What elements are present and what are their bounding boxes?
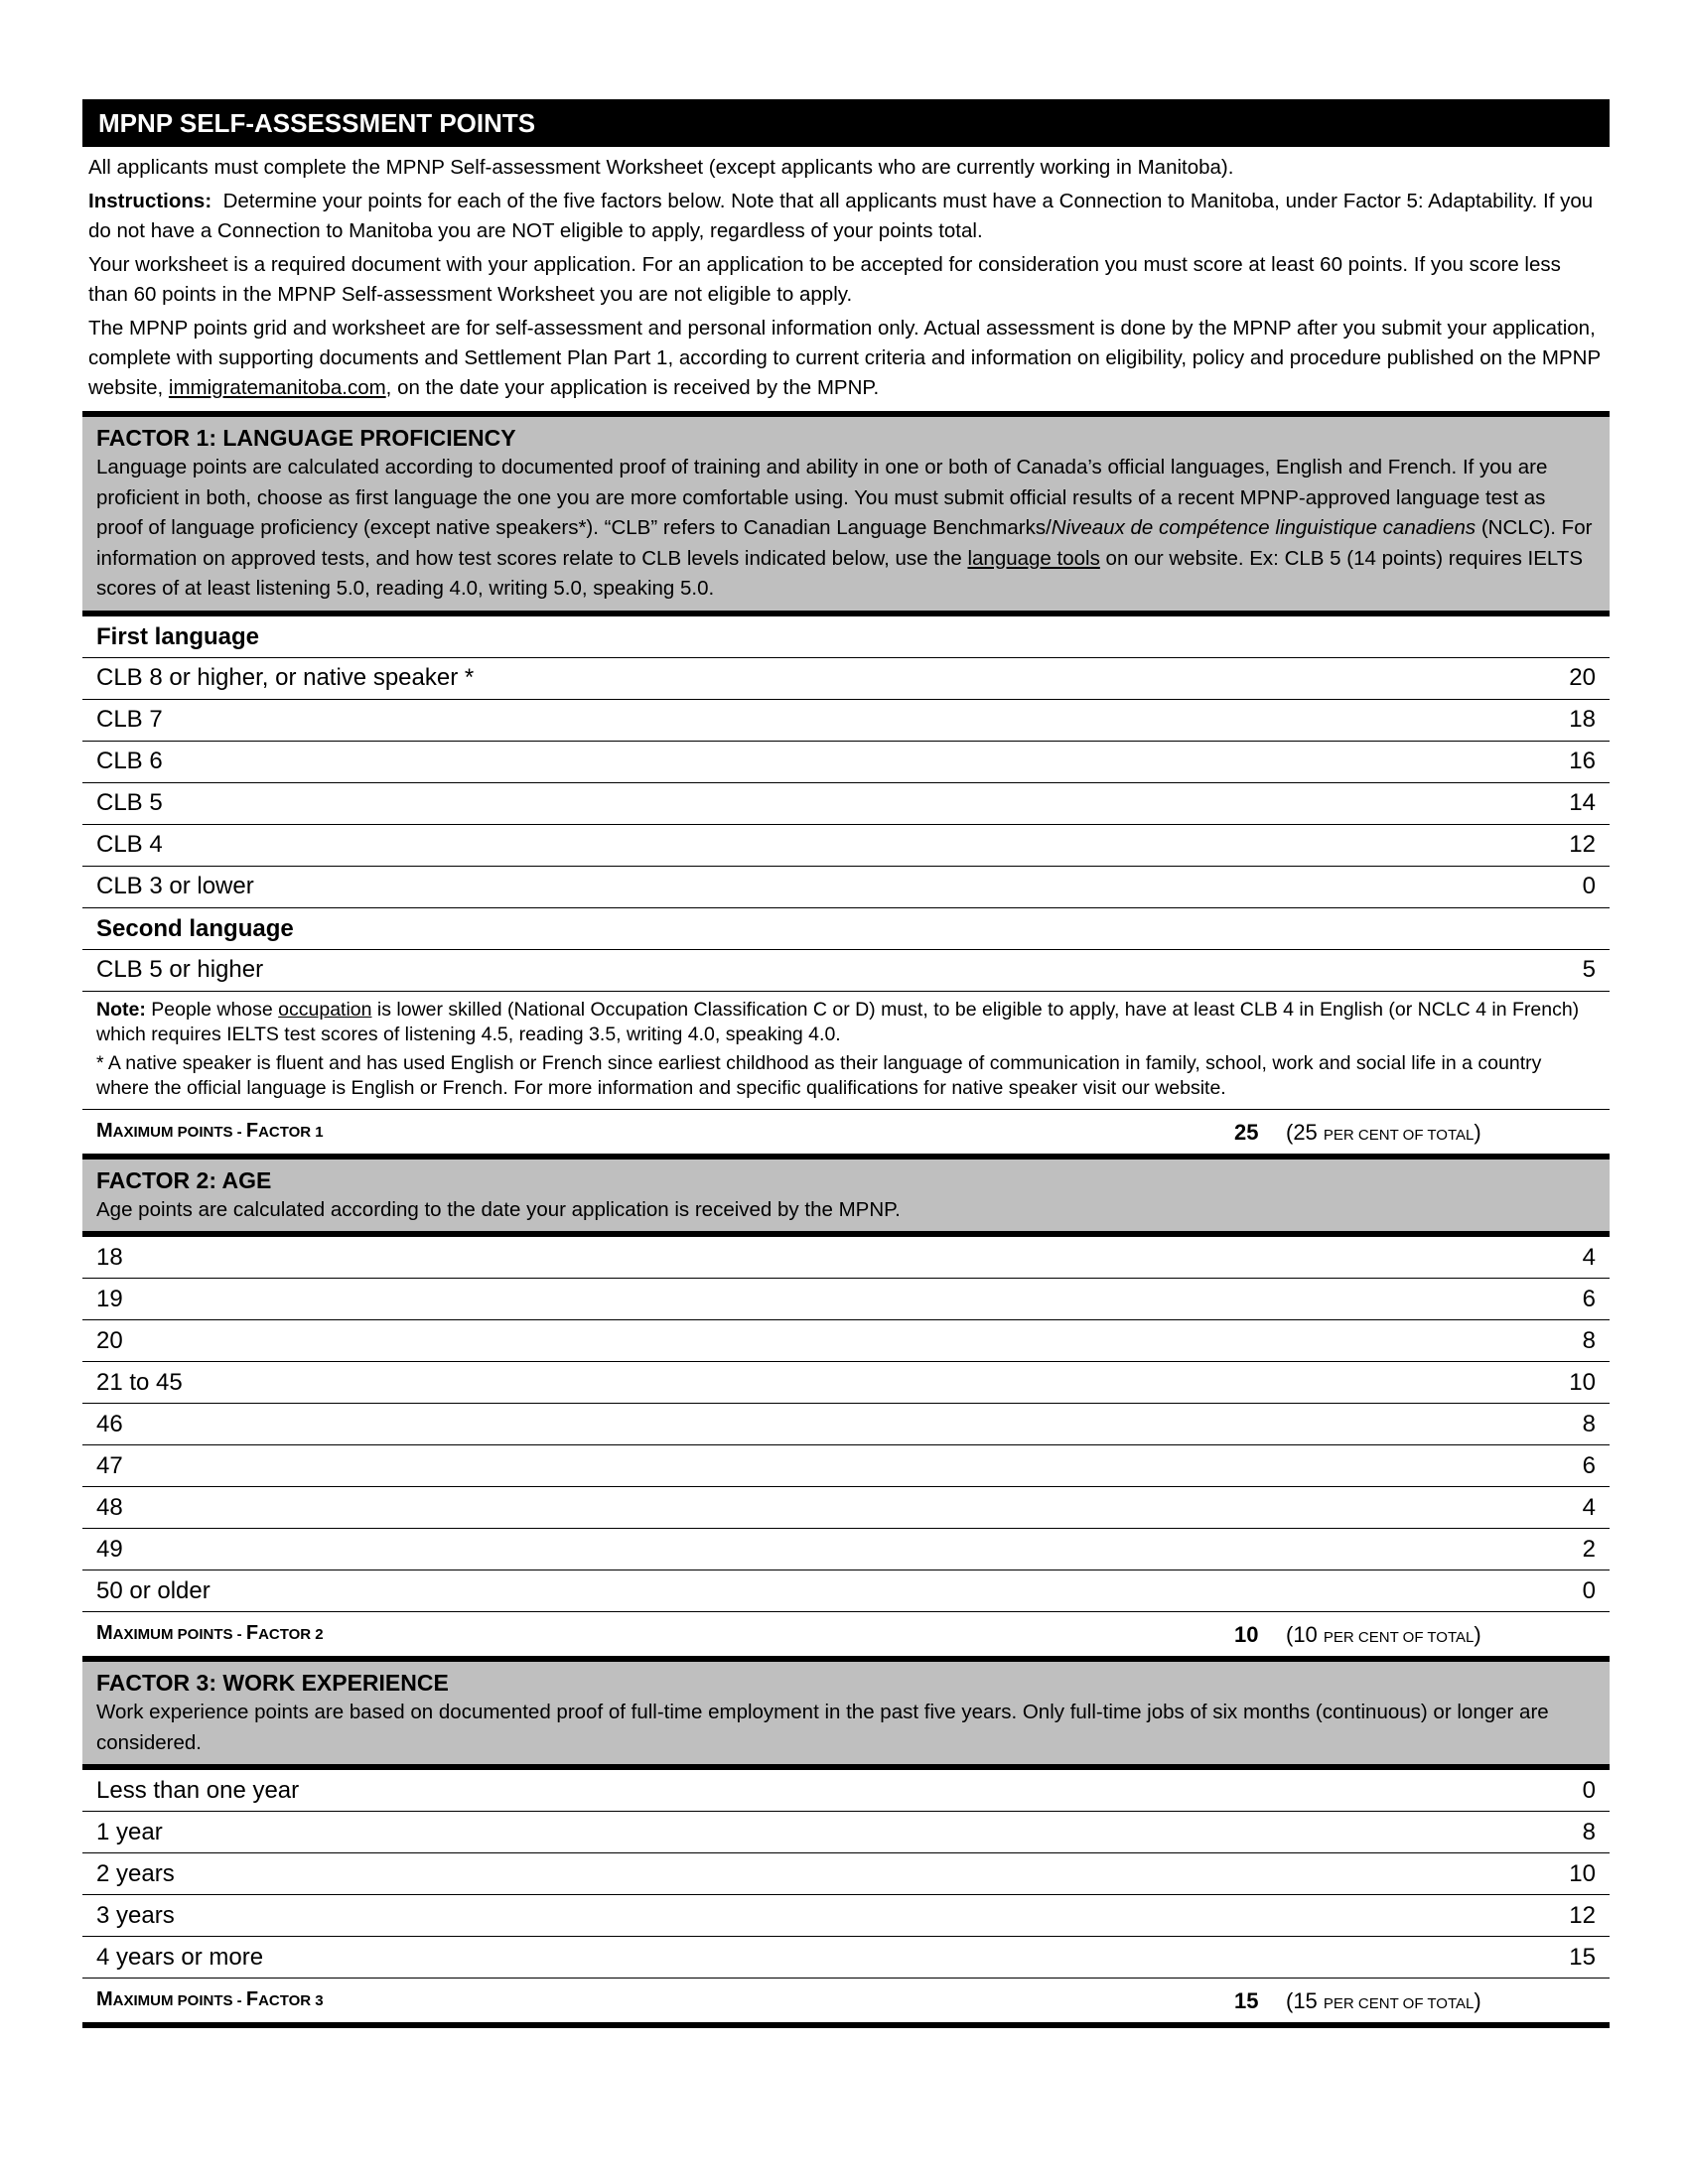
age-row [82,1487,1610,1529]
note-text-a: People whose [145,998,279,1021]
work-experience-row [82,1895,1610,1937]
max-label-tail: ACTOR 3 [258,1992,324,2009]
factor3-maximum-value: 15 [1234,1988,1259,2013]
first-language-row-label: CLB 4 [96,831,163,858]
age-row [82,1279,1610,1320]
age-row [82,1320,1610,1362]
second-language-row [82,950,1610,992]
first-language-row-points: 20 [1569,664,1596,691]
age-row-points: 8 [1582,1410,1596,1437]
age-row-points: 6 [1582,1285,1596,1312]
max-label-rest: AXIMUM POINTS - [112,1626,246,1643]
intro-p4-text-b: , on the date your application is received by the MPNP. [385,376,880,399]
first-language-row-points: 16 [1569,748,1596,774]
language-tools-link[interactable]: language tools [967,546,1100,570]
max-label-initial-m: M [96,1622,113,1644]
factor2-header [82,1154,1610,1238]
second-language-heading: Second language [82,908,1610,950]
factor3-maximum-row [82,1979,1610,2022]
first-language-row-points: 12 [1569,831,1596,858]
pct-text: PER CENT OF TOTAL [1323,1126,1475,1144]
max-label-initial-m: M [96,1119,113,1142]
age-row-points: 8 [1582,1326,1596,1354]
age-row-points: 0 [1582,1576,1596,1604]
age-row [82,1529,1610,1570]
max-label-initial-m: M [96,1988,113,2010]
intro-section [82,147,1610,403]
first-language-row [82,783,1610,825]
work-experience-row-points: 8 [1582,1818,1596,1845]
age-row [82,1445,1610,1487]
first-language-row-label: CLB 3 or lower [96,873,254,899]
age-row [82,1362,1610,1404]
age-row [82,1237,1610,1279]
pct-number: (15 [1286,1988,1324,2013]
factor1-maximum-row [82,1110,1610,1154]
first-language-row-label: CLB 7 [96,706,163,733]
max-label-initial-f: F [245,1988,259,2010]
occupation-note [96,998,1596,1047]
max-label-tail: ACTOR 1 [258,1123,324,1141]
first-language-row [82,742,1610,783]
age-row-label: 50 or older [96,1576,211,1604]
pct-close: ) [1474,1622,1481,1647]
pct-number: (10 [1286,1622,1324,1647]
work-experience-row-points: 12 [1569,1901,1596,1929]
second-language-row-points: 5 [1582,956,1596,983]
factor2-maximum-percent [1286,1622,1481,1648]
work-experience-row-label: 1 year [96,1818,163,1845]
end-rule [82,2022,1610,2028]
first-language-row-points: 0 [1582,873,1596,899]
work-experience-row-points: 15 [1569,1943,1596,1971]
note-text-b: is lower skilled (National Occupation Classification C or D) must, to be eligible to apply, have at least CLB 4 in English (or NCLC 4 in French) which requires IELTS test scores of listening 4.5, reading 3.5, writing 4.0, speaking 4.0. [96,998,1580,1045]
second-language-row-label: CLB 5 or higher [96,956,264,983]
pct-close: ) [1474,1988,1481,2013]
max-label-tail: ACTOR 2 [258,1626,324,1643]
pct-text: PER CENT OF TOTAL [1323,1995,1475,2012]
factor1-header [82,411,1610,616]
factor1-maximum-percent [1286,1120,1481,1146]
age-row-label: 20 [96,1326,123,1354]
age-row-points: 4 [1582,1243,1596,1271]
work-experience-rows [82,1770,1610,1979]
age-row-points: 10 [1569,1368,1596,1396]
factor3-title: FACTOR 3: WORK EXPERIENCE [96,1670,449,1696]
factor1-title: FACTOR 1: LANGUAGE PROFICIENCY [96,425,516,451]
age-row-label: 49 [96,1535,123,1563]
factor1-description [96,453,1596,605]
factor1-maximum-label [96,1120,324,1143]
age-row [82,1404,1610,1445]
instructions-text: Determine your points for each of the five factors below. Note that all applicants must have a Connection to Manitoba, under Factor 5: Adaptability. If you do not have a Connection to Manitoba you are NOT eligible to apply, regardless of your points total. [88,190,1594,242]
age-row-label: 19 [96,1285,123,1312]
work-experience-row-label: 2 years [96,1859,175,1887]
factor1-desc-a: Language points are calculated according to documented proof of training and ability in one or both of Canada’s official languages, English and French. If you are proficient in both, choose as first language the one you are more comfortable using. You must submit official results of a recent MPNP-approved language test as proof of language proficiency (except native speakers*). “CLB” refers to Canadian Language Benchmarks/ [96,456,1548,539]
native-speaker-note: * A native speaker is fluent and has used English or French since earliest childhood as their language of communication in family, school, work and social life in a country where the official language is English or French. For more information and specific qualifications for native speaker visit our website. [96,1051,1542,1099]
work-experience-row [82,1937,1610,1979]
second-language-rows [82,950,1610,992]
age-row-points: 4 [1582,1493,1596,1521]
document-content [82,99,1610,2028]
max-label-initial-f: F [245,1622,259,1644]
first-language-row [82,658,1610,700]
work-experience-row [82,1812,1610,1853]
first-language-row-label: CLB 6 [96,748,163,774]
factor1-desc-c: on our website. Ex: CLB 5 (14 points) requires IELTS scores of at least listening 5.0, reading 4.0, writing 5.0, speaking 5.0. [96,546,1583,600]
factor3-description: Work experience points are based on documented proof of full-time employment in the past five years. Only full-time jobs of six months (continuous) or longer are considered. [96,1701,1549,1754]
age-row-points: 6 [1582,1451,1596,1479]
work-experience-row [82,1853,1610,1895]
first-language-rows [82,658,1610,908]
age-row-label: 18 [96,1243,123,1271]
pct-number: (25 [1286,1119,1324,1145]
age-row-points: 2 [1582,1535,1596,1563]
first-language-row [82,867,1610,908]
intro-paragraph-1: All applicants must complete the MPNP Self-assessment Worksheet (except applicants who are currently working in Manitoba). [88,156,1234,179]
age-row-label: 46 [96,1410,123,1437]
age-row-label: 47 [96,1451,123,1479]
work-experience-row-label: 3 years [96,1901,175,1929]
factor1-desc-b: (NCLC). For information on approved tests, and how test scores relate to CLB levels indicated below, use the [96,516,1593,570]
intro-paragraph-4 [88,314,1604,403]
work-experience-row-label: Less than one year [96,1776,300,1804]
factor1-notes [82,992,1610,1110]
first-language-row-points: 14 [1569,789,1596,816]
factor2-description: Age points are calculated according to the date your application is received by the MPNP. [96,1197,901,1221]
occupation-link[interactable]: occupation [278,998,372,1021]
max-label-rest: AXIMUM POINTS - [112,1992,246,2009]
intro-paragraph-3: Your worksheet is a required document with your application. For an application to be accepted for consideration you must score at least 60 points. If you score less than 60 points in the MPNP Self-assessment Worksheet you are not eligible to apply. [88,253,1561,306]
factor3-maximum-label [96,1988,324,2011]
work-experience-row-points: 0 [1582,1776,1596,1804]
pct-text: PER CENT OF TOTAL [1323,1629,1475,1646]
first-language-row [82,825,1610,867]
age-row [82,1570,1610,1612]
factor2-title: FACTOR 2: AGE [96,1166,272,1193]
first-language-heading: First language [82,616,1610,658]
first-language-row-label: CLB 8 or higher, or native speaker * [96,664,475,691]
factor3-header [82,1656,1610,1770]
work-experience-row-label: 4 years or more [96,1943,264,1971]
intro-p4-text-a: The MPNP points grid and worksheet are for self-assessment and personal information only. Actual assessment is done by the MPNP after you submit your application, complete with supporting documents and Settlement Plan Part 1, according to current criteria and information on eligibility, policy and procedure published on the MPNP website, [88,317,1601,399]
work-experience-row-points: 10 [1569,1859,1596,1887]
intro-paragraph-2 [88,187,1604,246]
website-link[interactable]: immigratemanitoba.com [168,376,386,399]
age-row-label: 21 to 45 [96,1368,183,1396]
factor3-maximum-percent [1286,1988,1481,2014]
page-title: MPNP SELF-ASSESSMENT POINTS [82,99,1610,147]
note-label: Note: [96,998,146,1021]
first-language-row-points: 18 [1569,706,1596,733]
work-experience-row [82,1770,1610,1812]
age-row-label: 48 [96,1493,123,1521]
max-label-initial-f: F [245,1119,259,1142]
factor2-maximum-row [82,1612,1610,1656]
first-language-row [82,700,1610,742]
max-label-rest: AXIMUM POINTS - [112,1123,246,1141]
factor1-desc-italic: Niveaux de compétence linguistique canadiens [1051,516,1477,539]
instructions-label: Instructions: [88,190,212,212]
pct-close: ) [1474,1119,1481,1145]
age-rows [82,1237,1610,1612]
factor2-maximum-label [96,1622,324,1645]
factor1-maximum-value: 25 [1234,1119,1259,1145]
first-language-row-label: CLB 5 [96,789,163,816]
factor2-maximum-value: 10 [1234,1622,1259,1647]
